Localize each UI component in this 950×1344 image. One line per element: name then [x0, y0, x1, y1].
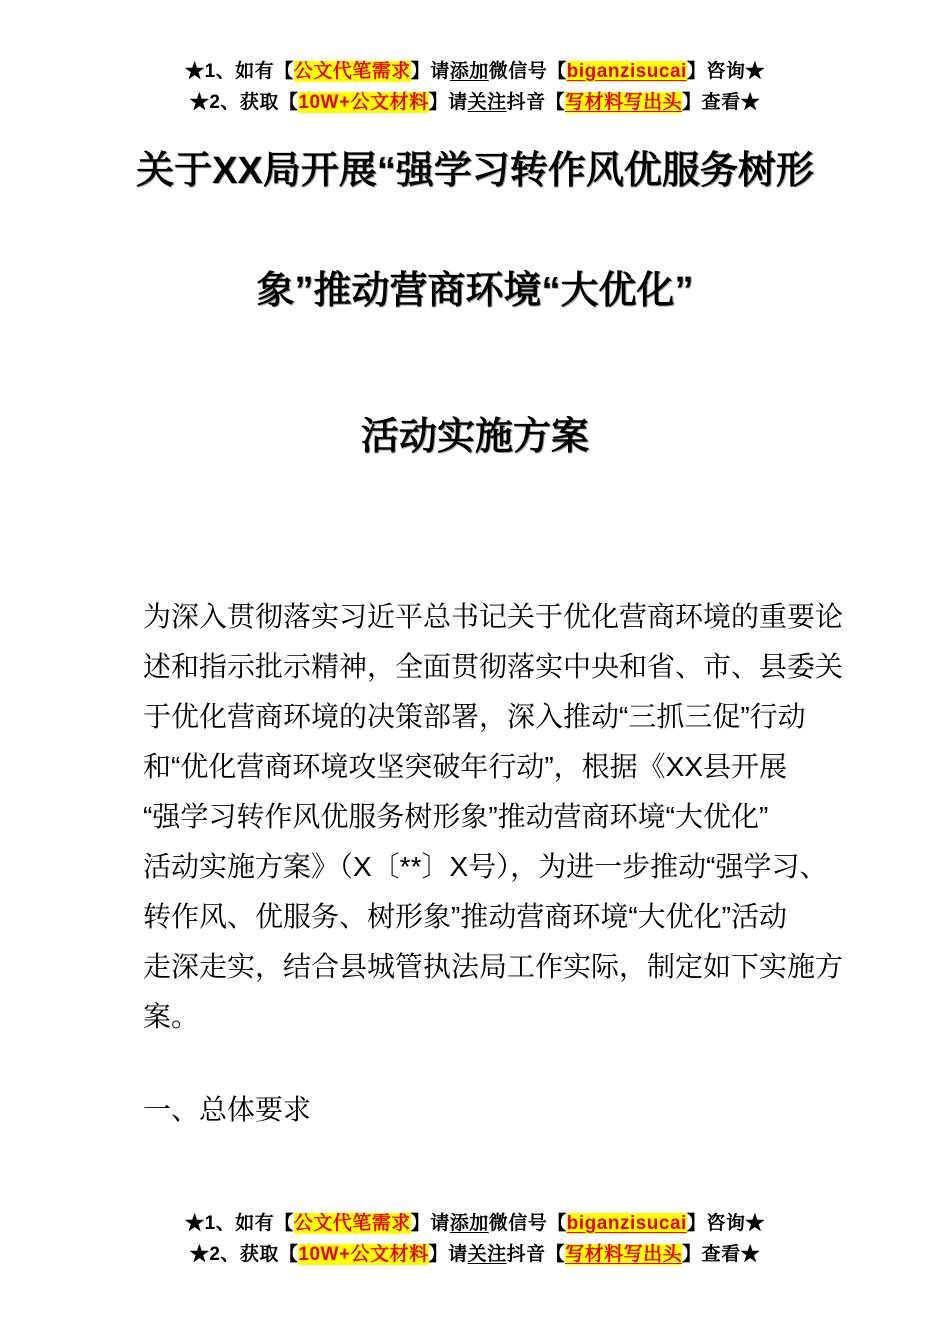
promo-header-line-2 — [0, 87, 950, 118]
body-line: 和“优化营商环境攻坚突破年行动”，根据《XX县开展 — [143, 751, 788, 782]
body-line: 于优化营商环境的决策部署，深入推动“三抓三促”行动 — [143, 701, 806, 732]
douyin-id: 写材料写出头 — [565, 92, 683, 113]
wechat-id: biganzisucai — [566, 1213, 687, 1234]
document-title-line-3: 活动实施方案 — [360, 416, 589, 458]
document-title-line-2: 象”推动营商环境“大优化” — [256, 270, 694, 312]
promo-text: 】请 — [428, 92, 468, 113]
body-line: 走深走实，结合县城管执法局工作实际，制定如下实施方 — [143, 951, 844, 982]
wechat-id: biganzisucai — [566, 61, 687, 82]
highlighted-service-term: 公文代笔需求 — [293, 61, 411, 82]
body-line: 活动实施方案》（X〔**〕X号），为进一步推动“强学习、 — [143, 851, 828, 882]
promo-text: 】请 — [428, 1244, 468, 1265]
section-heading: 一、总体要求 — [143, 1094, 312, 1125]
highlighted-service-term: 公文代笔需求 — [293, 1213, 411, 1234]
promo-text: ★1、如有【 — [185, 61, 294, 82]
promo-text: 】咨询★ — [686, 1213, 765, 1234]
body-line: 转作风、优服务、树形象”推动营商环境“大优化”活动 — [143, 901, 787, 932]
underlined-action-follow: 关注 — [467, 92, 507, 113]
promo-footer — [0, 1208, 950, 1270]
document-title-line-1: 关于XX局开展“强学习转作风优服务树形 — [136, 150, 814, 192]
underlined-action-add: 添加 — [449, 1213, 489, 1234]
promo-header-line-1 — [0, 56, 950, 87]
highlighted-material-term: 10W+公文材料 — [298, 1244, 429, 1265]
body-line: “强学习转作风优服务树形象”推动营商环境“大优化” — [143, 801, 769, 832]
promo-text: ★2、获取【 — [189, 1244, 299, 1265]
douyin-id: 写材料写出头 — [565, 1244, 683, 1265]
promo-footer-line-1 — [0, 1208, 950, 1239]
body-line: 为深入贯彻落实习近平总书记关于优化营商环境的重要论 — [143, 601, 844, 632]
promo-text: 】查看★ — [682, 92, 761, 113]
promo-text: 抖音【 — [506, 1244, 566, 1265]
promo-text: ★1、如有【 — [185, 1213, 294, 1234]
highlighted-material-term: 10W+公文材料 — [298, 92, 429, 113]
promo-text: 】请 — [410, 1213, 450, 1234]
promo-text: 抖音【 — [506, 92, 566, 113]
promo-footer-line-2 — [0, 1239, 950, 1270]
promo-text: 】咨询★ — [686, 61, 765, 82]
promo-header — [0, 56, 950, 118]
body-line: 述和指示批示精神，全面贯彻落实中央和省、市、县委关 — [143, 651, 844, 682]
body-paragraph — [143, 592, 844, 1042]
body-line: 案。 — [143, 1001, 200, 1032]
promo-text: 】请 — [410, 61, 450, 82]
underlined-action-add: 添加 — [449, 61, 489, 82]
promo-text: 】查看★ — [682, 1244, 761, 1265]
promo-text: 微信号【 — [488, 1213, 567, 1234]
promo-text: ★2、获取【 — [189, 92, 299, 113]
promo-text: 微信号【 — [488, 61, 567, 82]
underlined-action-follow: 关注 — [467, 1244, 507, 1265]
